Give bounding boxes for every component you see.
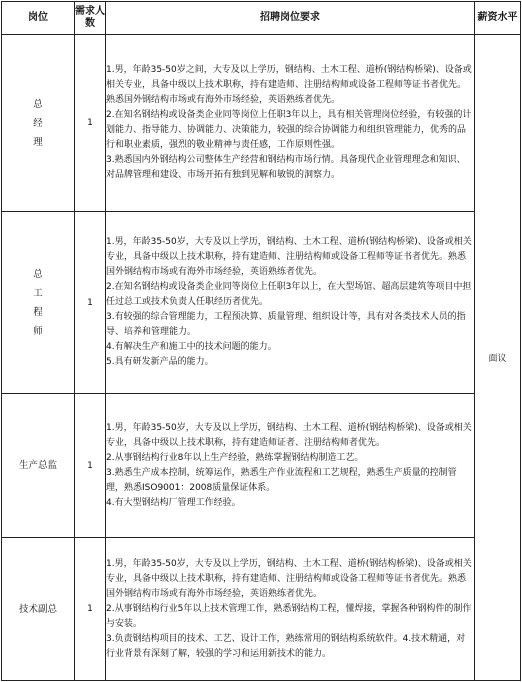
- headcount-value: 1: [87, 118, 93, 128]
- requirement-item: 3.有较强的综合管理能力，工程预决算、质量管理、组织设计等，具有对各类技术人员的指导、培养和管理能力。: [106, 312, 466, 337]
- position-char: 总: [33, 268, 43, 280]
- requirement-item: 2.从事钢结构行业5年以上技术管理工作，熟悉钢结构工程，懂焊接，掌握各种钢构件的制作与安装。: [106, 603, 472, 629]
- header-salary: 薪资水平: [475, 2, 521, 35]
- salary-value: 面议: [488, 354, 507, 364]
- position-char: 总: [33, 98, 43, 110]
- position-char: 理: [33, 136, 43, 148]
- position-cell: [2, 538, 75, 681]
- requirement-item: 3.负责钢结构项目的技术、工艺、设计工作，熟练常用的钢结构系统软件。4.技术精通，对行业背景有深刻了解，较强的学习和运用新技术的能力。: [106, 633, 466, 659]
- position-char: 工: [33, 287, 43, 299]
- position-char: 程: [33, 306, 43, 318]
- requirements-cell: [106, 538, 475, 681]
- salary-cell: [475, 35, 521, 681]
- position-cell: [2, 394, 75, 538]
- requirement-item: 1.男，年龄35-50岁，大专及以上学历，钢结构、土木工程、道桥(钢结构桥梁)、设备或相关专业，具备中级以上技术职称，持有建造师证者、注册结构师者优先。: [106, 422, 472, 448]
- position-label: 技术副总: [18, 603, 57, 615]
- requirement-item: 2.从事钢结构行业8年以上生产经验，熟练掌握钢结构制造工艺。: [106, 452, 364, 463]
- position-char: 师: [33, 325, 43, 337]
- position-cell: [2, 35, 75, 212]
- position-cell: [2, 212, 75, 394]
- headcount-cell: [75, 212, 106, 394]
- header-requirements: 招聘岗位要求: [106, 2, 475, 35]
- headcount-cell: [75, 35, 106, 212]
- headcount-cell: [75, 538, 106, 681]
- table-row: [2, 538, 521, 681]
- table-row: [2, 212, 521, 394]
- header-headcount: 需求人数: [75, 2, 106, 35]
- requirement-item: 3.熟悉生产成本控制，统筹运作，熟悉生产作业流程和工艺规程，熟悉生产质量的控制管理，熟悉ISO9001：2008质量保证体系。: [106, 467, 457, 493]
- requirement-item: 2.在知名钢结构或设备类企业同等岗位上任职3年以上，在大型场馆、超高层建筑等项目中担任过总工或技术负责人任职经历者优先。: [106, 282, 472, 307]
- requirement-item: 1.男，年龄35-50岁之间，大专及以上学历，钢结构、土木工程、道桥(钢结构桥梁)、设备或相关专业，具备中级以上技术职称，持有建造师、注册结构师或设备工程师等证书者优先。熟悉国外钢结构市场或有海外市场经验，英语熟练者优先。: [106, 65, 472, 105]
- position-char: 经: [33, 117, 43, 129]
- header-position: 岗位: [2, 2, 75, 35]
- requirement-item: 1.男，年龄35-50岁，大专及以上学历，钢结构、土木工程、道桥(钢结构桥梁)、设备或相关专业，具备中级以上技术职称，持有建造师、注册结构师或设备工程师等证书者优先。熟悉国外钢结构市场或有海外市场经验，英语熟练者优先。: [106, 558, 472, 599]
- table-row: [2, 35, 521, 212]
- requirement-item: 5.具有研发新产品的能力。: [106, 357, 214, 367]
- requirements-cell: [106, 35, 475, 212]
- headcount-value: 1: [87, 297, 93, 308]
- headcount-value: 1: [87, 604, 93, 614]
- headcount-value: 1: [87, 460, 93, 471]
- requirements-cell: [106, 212, 475, 394]
- requirement-item: 4.有大型钢结构厂管理工作经验。: [106, 497, 241, 508]
- header-row: [2, 2, 521, 35]
- requirement-item: 1.男，年龄35-50岁，大专及以上学历，钢结构、土木工程、道桥(钢结构桥梁)、设备或相关专业，具备中级以上技术职称，持有建造师、注册结构师或设备工程师等证书者优先。熟悉国外钢结构市场或有海外市场经验，英语熟练者优先。: [106, 237, 472, 277]
- headcount-cell: [75, 394, 106, 538]
- requirements-cell: [106, 394, 475, 538]
- requirement-item: 4.有解决生产和施工中的技术问题的能力。: [106, 342, 277, 352]
- recruitment-table: [1, 1, 521, 681]
- requirement-item: 3.熟悉国内外钢结构公司整体生产经营和钢结构市场行情。具备现代企业管理理念和知识、对品牌管理和建设、市场开拓有独到见解和敏锐的洞察力。: [106, 155, 466, 180]
- table-row: [2, 394, 521, 538]
- position-label: 生产总监: [18, 460, 57, 471]
- requirement-item: 2.在知名钢结构或设备类企业同等岗位上任职3年以上，具有相关管理岗位经验，有较强的计划能力、指导能力、协调能力、决策能力，较强的综合协调能力和组织管理能力，优秀的品行和职业素质，强烈的敬业精神与责任感，工作原则性强。: [106, 110, 472, 150]
